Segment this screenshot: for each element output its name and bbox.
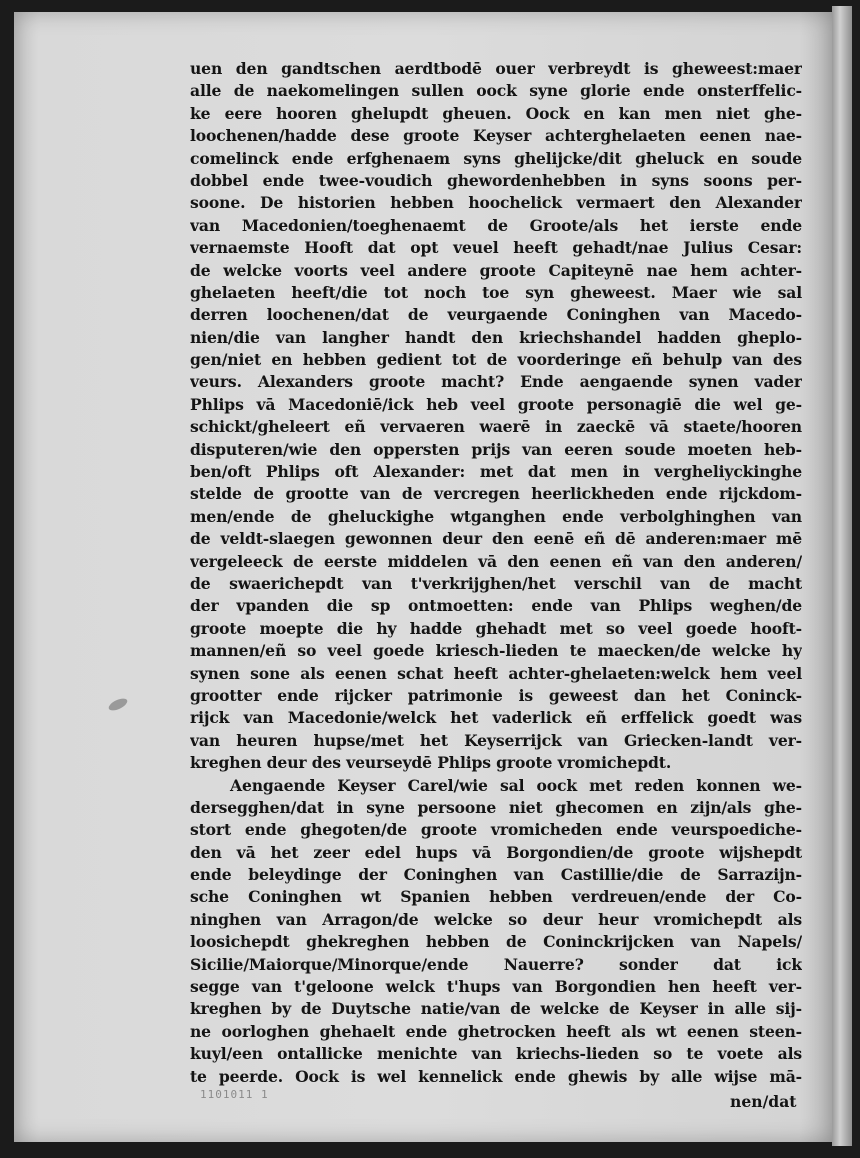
text-line: men/ende de gheluckighe wtganghen ende verbolghinghen van <box>190 506 802 526</box>
text-line: sche Coninghen wt Spanien hebben verdreuen/ende der Co- <box>190 887 802 907</box>
text-line: nien/die van langher handt den kriechshandel hadden gheplo- <box>190 327 802 347</box>
text-line: soone. De historien hebben hoochelick vermaert den Alexander <box>190 193 802 213</box>
text-line: de welcke voorts veel andere groote Capiteynē nae hem achter- <box>190 260 802 280</box>
text-line: ghelaeten heeft/die tot noch toe syn gheweest. Maer wie sal <box>190 282 802 302</box>
body-text <box>190 58 802 1088</box>
library-stamp-mark: 1101011 1 <box>200 1088 269 1101</box>
text-line: veurs. Alexanders groote macht? Ende aengaende synen vader <box>190 372 802 392</box>
text-line: vergeleeck de eerste middelen vā den eenen eñ van den anderen/ <box>190 551 802 571</box>
text-line: groote moepte die hy hadde ghehadt met so veel goede hooft- <box>190 618 802 638</box>
text-line: loosichepdt ghekreghen hebben de Coninckrijcken van Napels/ <box>190 932 802 952</box>
text-line: der vpanden die sp ontmoetten: ende van Phlips weghen/de <box>190 596 802 616</box>
text-line: Aengaende Keyser Carel/wie sal oock met reden konnen we- <box>230 775 802 795</box>
text-line: alle de naekomelingen sullen oock syne glorie ende onsterffelic- <box>190 81 802 101</box>
text-line: stelde de grootte van de vercregen heerlickheden ende rijckdom- <box>190 484 802 504</box>
text-line: de swaerichepdt van t'verkrijghen/het verschil van de macht <box>190 573 802 593</box>
text-line: Sicilie/Maiorque/Minorque/ende Nauerre? sonder dat ick <box>190 954 802 974</box>
text-line: stort ende ghegoten/de groote vromicheden ende veurspoediche- <box>190 820 802 840</box>
next-page-edge <box>832 6 852 1146</box>
text-line: ninghen van Arragon/de welcke so deur heur vromichepdt als <box>190 909 802 929</box>
text-line: dobbel ende twee-voudich ghewordenhebben in syns soons per- <box>190 170 802 190</box>
text-line: derren loochenen/dat de veurgaende Coninghen van Macedo- <box>190 305 802 325</box>
text-line: schickt/gheleert eñ vervaeren waerē in zaeckē vā staete/hooren <box>190 417 802 437</box>
text-line: kuyl/een ontallicke menichte van kriechs-lieden so te voete als <box>190 1044 802 1064</box>
text-line: dersegghen/dat in syne persoone niet ghecomen en zijn/als ghe- <box>190 797 802 817</box>
text-line: vernaemste Hooft dat opt veuel heeft gehadt/nae Julius Cesar: <box>190 238 802 258</box>
text-line: kreghen by de Duytsche natie/van de welcke de Keyser in alle sij- <box>190 999 802 1019</box>
text-line: grootter ende rijcker patrimonie is geweest dan het Coninck- <box>190 685 802 705</box>
text-line: den vā het zeer edel hups vā Borgondien/de groote wijshepdt <box>190 842 802 862</box>
text-line: ke eere hooren ghelupdt gheuen. Oock en kan men niet ghe- <box>190 103 802 123</box>
text-line: disputeren/wie den oppersten prijs van eeren soude moeten heb- <box>190 439 802 459</box>
text-line: de veldt-slaegen gewonnen deur den eenē eñ dē anderen:maer mē <box>190 529 802 549</box>
text-line: te peerde. Oock is wel kennelick ende ghewis by alle wijse mā- <box>190 1066 802 1086</box>
text-line: uen den gandtschen aerdtbodē ouer verbreydt is gheweest:maer <box>190 59 802 78</box>
text-line: van Macedonien/toeghenaemt de Groote/als het ierste ende <box>190 215 802 235</box>
text-line: gen/niet en hebben gedient tot de voorderinge eñ behulp van des <box>190 350 802 370</box>
text-line: Phlips vā Macedoniē/ick heb veel groote personagiē die wel ge- <box>190 394 802 414</box>
text-line: comelinck ende erfghenaem syns ghelijcke/dit gheluck en soude <box>190 148 802 168</box>
text-line: rijck van Macedonie/welck het vaderlick eñ erffelick goedt was <box>190 708 802 728</box>
text-line: synen sone als eenen schat heeft achter-ghelaeten:welck hem veel <box>190 663 802 683</box>
text-line: segge van t'geloone welck t'hups van Borgondien hen heeft ver- <box>190 977 802 997</box>
text-line: van heuren hupse/met het Keyserrijck van Griecken-landt ver- <box>190 730 802 750</box>
text-line: ende beleydinge der Coninghen van Castillie/die de Sarrazijn- <box>190 865 802 885</box>
text-line: ne oorloghen ghehaelt ende ghetrocken heeft als wt eenen steen- <box>190 1021 802 1041</box>
text-line: kreghen deur des veurseydē Phlips groote vromichepdt. <box>190 753 672 773</box>
text-line: loochenen/hadde dese groote Keyser achterghelaeten eenen nae- <box>190 126 802 146</box>
catchword: nen/dat <box>730 1092 797 1111</box>
text-line: ben/oft Phlips oft Alexander: met dat men in vergheliyckinghe <box>190 462 802 482</box>
text-line: mannen/eñ so veel goede kriesch-lieden te maecken/de welcke hy <box>190 641 802 661</box>
